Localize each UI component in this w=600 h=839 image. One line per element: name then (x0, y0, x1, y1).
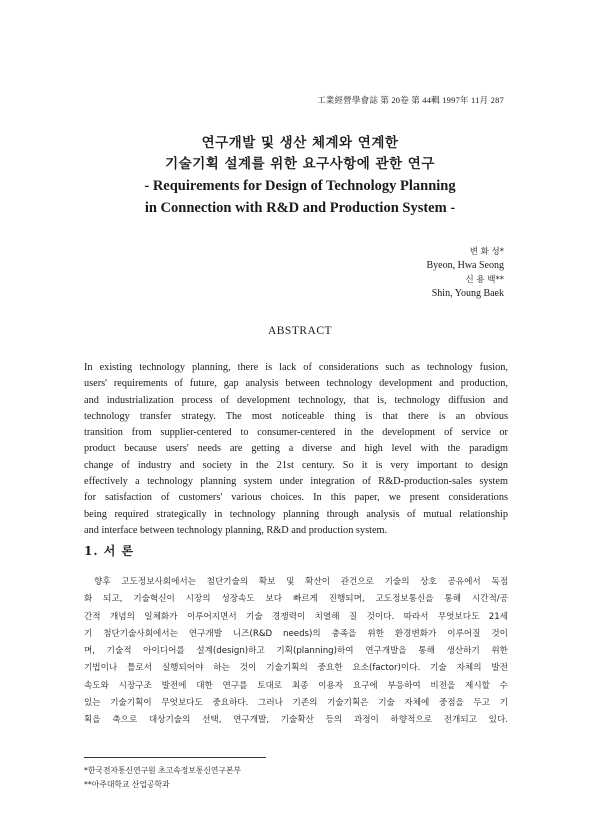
body-line: 속도와 시장구조 발전에 대한 연구를 토대로 최종 이용자 요구에 부응하여 비전을 제시할 수 (84, 680, 508, 691)
introduction-body (84, 574, 508, 730)
abstract-line: transition from supplier-centered to consumer-centered in the development of service or (84, 427, 508, 439)
section-heading-introduction: 1. 서 론 (84, 544, 135, 558)
abstract-line: change of industry and society in the 21st century. So it is very important to design (84, 459, 508, 471)
title-korean-line-1: 연구개발 및 생산 체계와 연계한 (201, 135, 399, 151)
paper-title (0, 133, 600, 219)
author-block (427, 245, 505, 301)
title-english-line-2: in Connection with R&D and Production System - (144, 200, 456, 216)
body-line: 기법이나 틀로서 실행되어야 하는 것이 기술기획의 중요한 요소(factor)이다. 기술 자체의 발전 (84, 663, 508, 674)
abstract-line: for satisfaction of customers' various choices. In this paper, we present considerations (84, 492, 508, 504)
abstract-body (84, 360, 508, 539)
abstract-line: In existing technology planning, there is lack of considerations such as technology fusion, (84, 362, 508, 373)
footnote-affiliation-2: **아주대학교 산업공학과 (84, 780, 170, 789)
body-line: 간적 개념의 일체화가 이루어지면서 기술 경쟁력이 치열해 질 것이다. 따라서 무엇보다도 21세 (84, 611, 508, 622)
title-korean-line-2: 기술기획 설계를 위한 요구사항에 관한 연구 (165, 156, 435, 172)
body-line: 획을 축으로 대상기술의 선택, 연구개발, 기술확산 등의 과정이 하향적으로 전개되고 있다. (84, 715, 508, 726)
author-1-korean: 변 화 성* (469, 247, 504, 257)
footnotes (84, 764, 241, 792)
footnote-affiliation-1: *한국전자통신연구원 초고속정보통신연구본부 (84, 766, 242, 775)
abstract-line: and interface between technology planning, R&D and production system. (84, 524, 388, 536)
author-2-english: Shin, Young Baek (431, 288, 504, 299)
abstract-line: product because users' needs are getting a diverse and high level with the paradigm (84, 443, 508, 455)
title-english-line-1: - Requirements for Design of Technology Planning (144, 178, 456, 194)
body-line: 며, 기술적 아이디어를 설계(design)하고 기획(planning)하여 연구개발을 통해 생산하기 위한 (84, 646, 508, 657)
abstract-line: and industrialization process of development technology, that is, technology diffusion and (84, 394, 508, 406)
author-1-english: Byeon, Hwa Seong (426, 260, 504, 271)
abstract-line: users' requirements of future, gap analysis between technology development and production, (84, 378, 508, 390)
footnote-divider (84, 757, 266, 758)
abstract-line: being required strategically in technology planning through analysis of mutual relationship (84, 508, 508, 520)
body-line: 기 첨단기술사회에서는 연구개발 니즈(R&D needs)의 충족을 위한 환경변화가 이루어질 것이 (84, 628, 508, 639)
abstract-heading: ABSTRACT (267, 325, 333, 337)
body-line: 있는 기술기획이 무엇보다도 중요하다. 그러나 기존의 기술기획은 기술 자체에 중점을 두고 기 (84, 698, 508, 709)
body-line: 향후 고도정보사회에서는 첨단기술의 확보 및 확산이 관건으로 기술의 상호 공유에서 독점 (94, 577, 508, 587)
body-line: 화 되고, 기술혁신이 시장의 성장속도 보다 빠르게 진행되며, 고도정보통신을 통해 시간적/공 (84, 594, 508, 605)
journal-header: 工業經營學會誌 第 20卷 第 44輯 1997年 11月 287 (317, 95, 504, 105)
author-2-korean: 신 용 백** (465, 275, 504, 285)
abstract-line: effectively a technology planning system under integration of R&D-production-sales system (84, 476, 508, 488)
abstract-line: technology transfer strategy. The most noticeable thing is that there is an obvious (84, 410, 508, 422)
